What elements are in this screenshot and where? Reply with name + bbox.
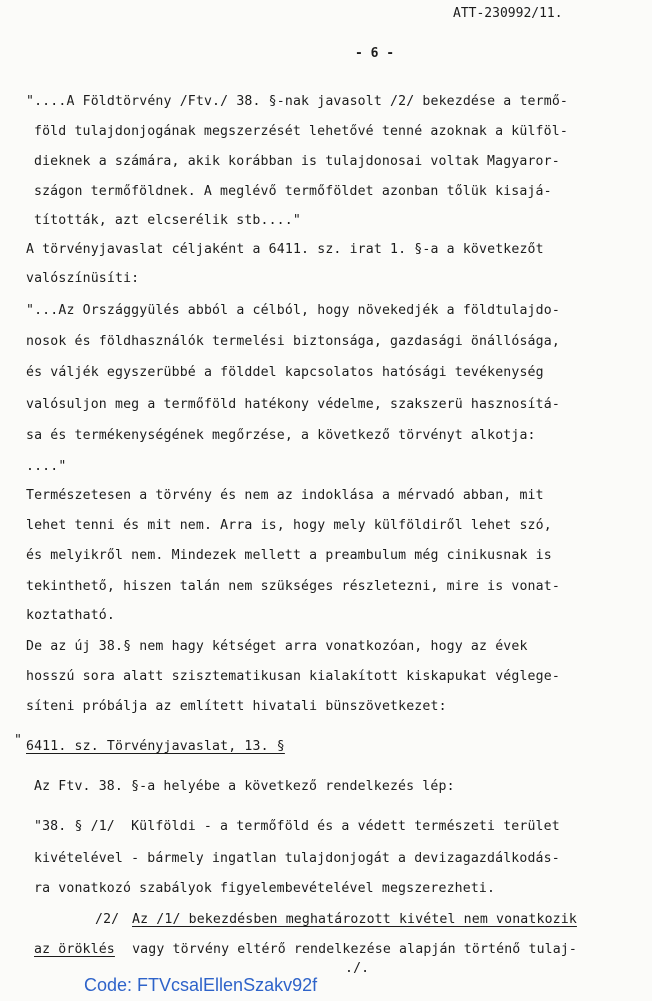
- text-line: vagy törvény eltérő rendelkezése alapján történő tulaj-: [124, 942, 578, 957]
- underlined-text: Az /1/ bekezdésben meghatározott kivétel nem vonatkozik: [132, 912, 577, 927]
- text-line: föld tulajdonjogának megszerzését lehetővé tenné azoknak a külföl-: [34, 124, 568, 139]
- section-heading: 6411. sz. Törvényjavaslat, 13. §: [26, 739, 285, 754]
- opening-quote: ": [14, 733, 23, 748]
- text-line: kivételével - bármely ingatlan tulajdonjogát a devizagazdálkodás-: [34, 851, 560, 866]
- text-line: síteni próbálja az említett hivatali bünszövetkezet:: [26, 699, 447, 714]
- text-line: De az új 38.§ nem hagy kétséget arra vonatkozóan, hogy az évek: [26, 639, 528, 654]
- text-line: valósuljon meg a termőföld hatékony védelme, szakszerü hasznosítá-: [26, 397, 560, 412]
- text-line: tekinthető, hiszen talán nem szükséges részletezni, mire is vonat-: [26, 579, 560, 594]
- document-code: Code: FTVcsalEllenSzakv92f: [84, 975, 318, 995]
- text-line: és váljék egyszerübbé a földdel kapcsolatos hatósági tevékenység: [26, 365, 544, 380]
- text-line: "....A Földtörvény /Ftv./ 38. §-nak javasolt /2/ bekezdése a termő-: [26, 94, 568, 109]
- text-line: Természetesen a törvény és nem az indoklása a mérvadó abban, mit: [26, 488, 544, 503]
- text-line: nosok és földhasználók termelési biztonsága, gazdasági önállósága,: [26, 334, 560, 349]
- text-line: koztatható.: [26, 608, 115, 623]
- text-line: tították, azt elcserélik stb....": [34, 213, 301, 228]
- text-line: ....": [26, 459, 67, 474]
- text-line: ra vonatkozó szabályok figyelembevételével megszerezheti.: [34, 881, 496, 896]
- underlined-text: az öröklés: [34, 942, 115, 957]
- paragraph-number: /2/: [95, 912, 120, 927]
- text-line: hosszú sora alatt szisztematikusan kialakított kiskapukat véglege-: [26, 669, 560, 684]
- text-line: "38. § /1/ Külföldi - a termőföld és a védett természeti terület: [34, 819, 560, 834]
- continuation-mark: ./.: [345, 961, 370, 976]
- page-number: - 6 -: [355, 46, 395, 61]
- text-line: és melyikről nem. Mindezek mellett a preambulum még cinikusnak is: [26, 548, 552, 563]
- text-line: szágon termőföldnek. A meglévő termőföldet azonban tőlük kisajá-: [34, 184, 552, 199]
- text-line: "...Az Országgyülés abból a célból, hogy növekedjék a földtulajdo-: [26, 303, 560, 318]
- text-line: lehet tenni és mit nem. Arra is, hogy mely külföldiről lehet szó,: [26, 518, 552, 533]
- text-line: A törvényjavaslat céljaként a 6411. sz. irat 1. §-a a következőt: [26, 242, 544, 257]
- document-reference: ATT-230992/11.: [453, 6, 563, 21]
- text-line: valószínüsíti:: [26, 271, 140, 286]
- text-line: Az Ftv. 38. §-a helyébe a következő rendelkezés lép:: [34, 779, 455, 794]
- text-line: sa és termékenységének megőrzése, a következő törvényt alkotja:: [26, 428, 536, 443]
- text-line: dieknek a számára, akik korábban is tulajdonosai voltak Magyaror-: [34, 154, 560, 169]
